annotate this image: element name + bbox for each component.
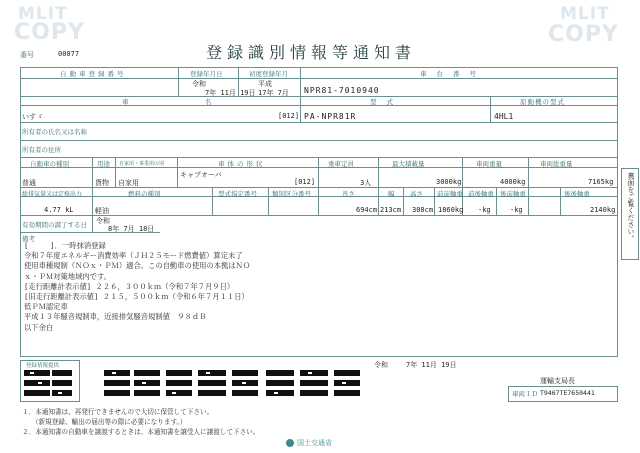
owner-name-label: 所有者の氏名又は名称 [22, 128, 87, 136]
engine-label: 原動機の型式 [520, 98, 565, 106]
expiry-date: 8年 7月 18日 [108, 225, 155, 233]
displacement-label: 総排気量又は定格出力 [22, 191, 83, 198]
gross-weight-label: 車両総重量 [540, 160, 573, 168]
weight-value: 4000kg [500, 178, 526, 186]
chassis-value: NPR81-7010940 [304, 86, 380, 95]
front-rear-axle-label: 前後軸重 [468, 190, 494, 198]
max-load-value: 3000kg [436, 178, 462, 186]
remark-line: [ ]．一時抹消登録 [24, 241, 106, 250]
front-axle-value: 1860kg [438, 206, 464, 214]
remark-line: 平成１３年騒音規制車，近接排気騒音規制値 ９８ｄＢ [24, 312, 207, 322]
remarks-block [24, 241, 250, 333]
vehicle-id-label: 車両ＩＤ [512, 390, 538, 398]
front-axle-label: 前前軸重 [437, 190, 463, 198]
use-value: 貨物 [95, 179, 109, 187]
remark-line: [走行距離計表示値] ２２６，３００ｋｍ（令和７年７月９日） [24, 281, 235, 291]
remark-line: [旧走行距離計表示値] ２１５，５００ｋｍ（令和６年７月１１日） [24, 292, 249, 302]
front-rear-axle-value: -kg [478, 206, 491, 214]
kind-label: 自動車の種別 [30, 160, 69, 168]
footer-note: ２．本通知書の自動車を譲渡するときは、本通知書を譲受人に譲渡して下さい。 [22, 428, 260, 436]
body-label: 車体の形状 [218, 160, 266, 168]
reg-date-label: 登録年月日 [190, 70, 223, 78]
max-load-label: 最大積載量 [392, 160, 425, 168]
issue-era: 令和 [374, 361, 388, 369]
qr-codes [22, 370, 362, 404]
number-label: 番号 [20, 51, 34, 59]
remark-line: ｘ・ＰＭ対策地域内です。 [24, 271, 111, 281]
height-value: 308cm [412, 206, 434, 214]
weight-label: 車両重量 [476, 160, 502, 168]
remarks-label: 備考 [22, 235, 35, 243]
name-label: 名 [205, 98, 212, 106]
engine-value: 4HL1 [494, 112, 514, 121]
remark-line: 低ＰＭ認定車 [24, 302, 68, 312]
displacement-value: 4.77 kL [44, 206, 74, 214]
length-label: 長さ [342, 190, 355, 198]
type-approval-label: 型式指定番号 [218, 190, 257, 198]
reg-date: 7年 11月 19日 [205, 89, 256, 97]
body-value: キャブオーバ [180, 171, 222, 179]
document-title: 登録識別情報等通知書 [206, 43, 417, 62]
model-label: 型式 [370, 98, 403, 106]
footer-note: １．本通知書は、再発行できませんので大切に保管して下さい。 [22, 408, 214, 416]
owner-address-label: 所有者の住所 [22, 146, 61, 154]
reg-no-label: 自動車登録番号 [60, 70, 127, 78]
fuel-label: 燃料の種別 [128, 190, 161, 198]
first-reg-date: 17年 7月 [258, 89, 289, 97]
ministry-logo-icon [286, 439, 294, 447]
remark-line: 以下余白 [24, 322, 54, 332]
number-value: 00077 [58, 50, 80, 58]
body-code: [012] [294, 178, 316, 186]
width-label: 幅 [388, 190, 395, 198]
issue-date: 7年 11月 19日 [406, 361, 457, 369]
rear-front-axle-label: 後前軸重 [500, 190, 526, 198]
model-code: [012] [278, 112, 300, 120]
watermark-brand: MLIT [18, 4, 68, 24]
capacity-label: 乗車定員 [328, 160, 354, 168]
watermark-copy: COPY [14, 20, 85, 45]
watermark-copy: COPY [548, 22, 619, 47]
height-label: 高さ [410, 190, 423, 198]
rear-front-axle-value: -kg [510, 206, 523, 214]
model-value: PA-NPR81R [304, 112, 357, 121]
expiry-label: 有効期間の満了する日 [22, 221, 87, 229]
use-label: 用途 [97, 160, 110, 168]
ministry-name: 国土交通省 [297, 439, 332, 447]
maker-value: いすゞ [22, 113, 43, 121]
first-reg-era: 平成 [258, 80, 272, 88]
watermark-brand: MLIT [560, 4, 610, 24]
fuel-value: 軽油 [95, 207, 109, 215]
expiry-era: 令和 [96, 217, 110, 225]
remark-line: 令和７年度エネルギー消費効率（ＪＨ２５モード燃費値）算定未了 [24, 251, 243, 261]
remark-line: 使用車種規制（ＮＯｘ・ＰＭ）適合。この自動車の使用の本拠はＮＯ [24, 261, 251, 271]
qr-label: 登録情報提供 [26, 363, 60, 369]
office-label: 運輸支局長 [540, 377, 575, 385]
rear-rear-axle-value: 2140kg [590, 206, 616, 214]
vehicle-id-value: T9467TE7650441 [540, 389, 595, 397]
length-value: 694cm [356, 206, 378, 214]
private-label: 自家用・事業用の別 [119, 161, 165, 167]
gross-weight-value: 7165kg [588, 178, 614, 186]
first-reg-label: 初度登録年月 [249, 70, 288, 78]
side-note: 裏面をご覧ください。 [627, 172, 635, 242]
width-value: 213cm [380, 206, 402, 214]
kind-value: 普通 [22, 179, 36, 187]
footer-note: （新規登録、輸出の届出等の際に必要になります。） [32, 418, 187, 426]
category-label: 類別区分番号 [272, 190, 311, 198]
rear-rear-axle-label: 後後軸重 [564, 190, 590, 198]
ministry-footer [286, 438, 332, 448]
reg-era: 令和 [192, 80, 206, 88]
capacity-value: 3人 [360, 179, 372, 187]
chassis-label: 車台番号 [420, 70, 486, 78]
private-value: 自家用 [118, 179, 139, 187]
maker-label: 車 [122, 98, 129, 106]
